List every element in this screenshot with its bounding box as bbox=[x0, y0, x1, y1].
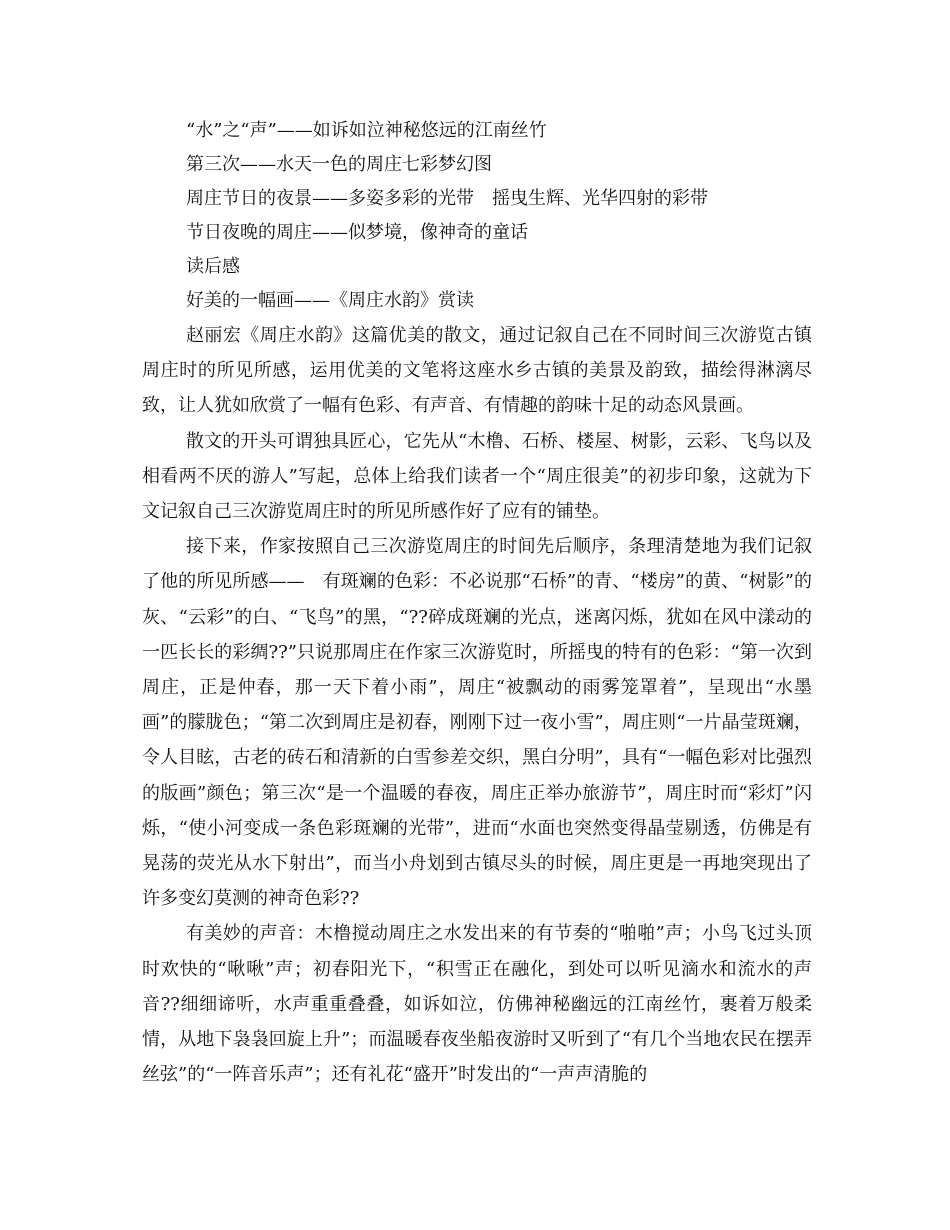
outline-line-water-sound: “水”之“声”——如诉如泣神秘悠远的江南丝竹 bbox=[186, 120, 547, 141]
section-heading-reflection: 读后感 bbox=[186, 256, 240, 277]
outline-line-festival-night-zhouzhuang: 节日夜晚的周庄——似梦境，像神奇的童话 bbox=[186, 222, 528, 243]
paragraph-intro: 赵丽宏《周庄水韵》这篇优美的散文，通过记叙自己在不同时间三次游览古镇周庄时的所见所感，运用优美的文笔将这座水乡古镇的美景及韵致，描绘得淋漓尽致，让人犹如欣赏了一幅有色彩、有声音、有情趣的韵味十足的动态风景画。 bbox=[142, 325, 812, 417]
essay-title: 好美的一幅画——《周庄水韵》赏读 bbox=[186, 290, 474, 311]
paragraph-colors: 接下来，作家按照自己三次游览周庄的时间先后顺序，条理清楚地为我们记叙了他的所见所感—— 有斑斓的色彩：不必说那“石桥”的青、“楼房”的黄、“树影”的灰、“云彩”的白、“飞鸟”的黑，“??碎成斑斓的光点，迷离闪烁，犹如在风中漾动的一匹长长的彩绸??”只说那周庄在作家三次游览时，所摇曳的特有的色彩：“第一次到周庄，正是仲春，那一天下着小雨”，周庄“被飘动的雨雾笼罩着”，呈现出“水墨画”的朦胧色；“第二次到周庄是初春，刚刚下过一夜小雪”，周庄则“一片晶莹斑斓，令人目眩，古老的砖石和清新的白雪参差交织，黑白分明”，具有“一幅色彩对比强烈的版画”颜色；第三次“是一个温暖的春夜，周庄正举办旅游节”，周庄时而“彩灯”闪烁，“使小河变成一条色彩斑斓的光带”，进而“水面也突然变得晶莹剔透，仿佛是有晃荡的荧光从水下射出”，而当小舟划到古镇尽头的时候，周庄更是一再地突现出了许多变幻莫测的神奇色彩?? bbox=[142, 536, 812, 910]
document-body bbox=[142, 114, 812, 1092]
paragraph-sounds: 有美妙的声音：木橹搅动周庄之水发出来的有节奏的“啪啪”声；小鸟飞过头顶时欢快的“啾啾”声；初春阳光下，“积雪正在融化，到处可以听见滴水和流水的声音??细细谛听，水声重重叠叠，如诉如泣，仿佛神秘幽远的江南丝竹，裹着万般柔情，从地下袅袅回旋上升”；而温暖春夜坐船夜游时又听到了“有几个当地农民在摆弄丝弦”的“一阵音乐声”；还有礼花“盛开”时发出的“一声声清脆的 bbox=[142, 923, 812, 1086]
outline-line-festival-night-view: 周庄节日的夜景——多姿多彩的光带 摇曳生辉、光华四射的彩带 bbox=[186, 188, 708, 209]
paragraph-opening: 散文的开头可谓独具匠心，它先从“木橹、石桥、楼屋、树影，云彩、飞鸟以及相看两不厌的游人”写起，总体上给我们读者一个“周庄很美”的初步印象，这就为下文记叙自己三次游览周庄时的所见所感作好了应有的铺垫。 bbox=[142, 430, 812, 523]
outline-line-third-visit: 第三次——水天一色的周庄七彩梦幻图 bbox=[186, 154, 492, 175]
